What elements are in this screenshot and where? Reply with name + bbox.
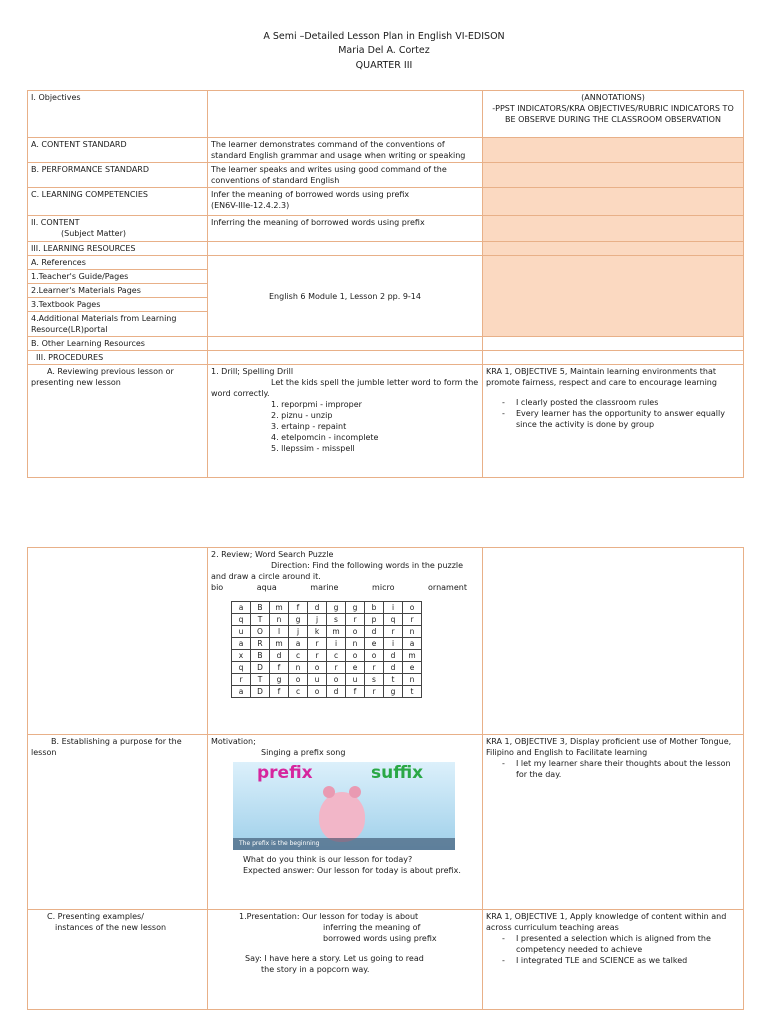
grid-row	[232, 614, 422, 626]
grid-cell: r	[365, 662, 384, 674]
drill-item: 4. etelpomcin - incomplete	[271, 433, 379, 442]
kra-c-item: - I integrated TLE and SCIENCE as we talked	[486, 955, 740, 966]
grid-cell: d	[365, 626, 384, 638]
grid-cell: a	[232, 638, 251, 650]
kra-c-objective: KRA 1, OBJECTIVE 1, Apply knowledge of content within and across curriculum teaching areas	[486, 912, 727, 932]
drill-item: 5. llepssim - misspell	[271, 444, 355, 453]
grid-cell: m	[403, 650, 422, 662]
lesson-plan-table-2	[27, 547, 744, 1010]
grid-cell: m	[270, 638, 289, 650]
grid-cell: d	[270, 650, 289, 662]
grid-cell: g	[384, 686, 403, 698]
author-name: Maria Del A. Cortez	[338, 45, 430, 56]
grid-cell: f	[289, 602, 308, 614]
search-words	[211, 582, 479, 593]
grid-cell: c	[289, 686, 308, 698]
grid-cell: b	[365, 602, 384, 614]
grid-cell: a	[403, 638, 422, 650]
grid-row	[232, 638, 422, 650]
additional-materials-label: 4.Additional Materials from Learning Resource(LR)portal	[28, 312, 208, 337]
grid-cell: n	[270, 614, 289, 626]
performance-standard: The learner speaks and writes using good command of the conventions of standard English	[208, 163, 483, 188]
grid-cell: r	[365, 686, 384, 698]
procedures-label: III. PROCEDURES	[28, 351, 208, 365]
grid-cell: R	[251, 638, 270, 650]
search-word: bio	[211, 583, 224, 592]
grid-cell: T	[251, 674, 270, 686]
references-label: A. References	[28, 256, 208, 270]
grid-cell: r	[308, 638, 327, 650]
say-line: the story in a popcorn way.	[261, 965, 370, 974]
image-word-prefix: prefix	[257, 763, 313, 783]
grid-row	[232, 686, 422, 698]
grid-cell: s	[365, 674, 384, 686]
content-label: II. CONTENT (Subject Matter)	[28, 216, 208, 242]
grid-cell: s	[327, 614, 346, 626]
grid-cell: t	[384, 674, 403, 686]
review-direction: Direction: Find the following words in the puzzle and draw a circle around it.	[211, 561, 464, 581]
grid-cell: i	[384, 638, 403, 650]
image-caption: The prefix is the beginning	[233, 838, 455, 850]
grid-cell: m	[270, 602, 289, 614]
motivation-label: Motivation;	[211, 737, 256, 746]
presenting-label: C. Presenting examples/ instances of the new lesson	[28, 910, 208, 1010]
kra-a-objective: KRA 1, OBJECTIVE 5, Maintain learning environments that promote fairness, respect and care to encourage learning	[486, 367, 717, 387]
grid-cell: n	[403, 626, 422, 638]
grid-cell: g	[327, 602, 346, 614]
drill-item: 1. reporpmi - improper	[271, 400, 362, 409]
content-standard-label: A. CONTENT STANDARD	[28, 138, 208, 163]
document-title: A Semi –Detailed Lesson Plan in English VI-EDISON	[263, 31, 505, 42]
search-word: micro	[372, 583, 395, 592]
grid-cell: a	[232, 686, 251, 698]
grid-cell: r	[346, 614, 365, 626]
review-cell	[208, 548, 483, 735]
grid-row	[232, 650, 422, 662]
grid-cell: l	[270, 626, 289, 638]
drill-instruction: Let the kids spell the jumble letter word to form the word correctly.	[211, 378, 479, 398]
grid-cell: e	[403, 662, 422, 674]
grid-row	[232, 626, 422, 638]
grid-cell: r	[403, 614, 422, 626]
grid-cell: n	[403, 674, 422, 686]
review-title: 2. Review; Word Search Puzzle	[211, 550, 334, 559]
grid-cell: p	[365, 614, 384, 626]
search-word: marine	[310, 583, 339, 592]
grid-cell: e	[365, 638, 384, 650]
kra-b-item: - I let my learner share their thoughts about the lesson for the day.	[486, 758, 740, 780]
drill-item: 3. ertainp - repaint	[271, 422, 347, 431]
grid-cell: n	[346, 638, 365, 650]
grid-cell: i	[384, 602, 403, 614]
grid-cell: o	[365, 650, 384, 662]
performance-standard-label: B. PERFORMANCE STANDARD	[28, 163, 208, 188]
grid-cell: t	[403, 686, 422, 698]
drill-cell	[208, 365, 483, 478]
kra-b-cell	[483, 735, 744, 910]
motivation-cell	[208, 735, 483, 910]
grid-cell: B	[251, 602, 270, 614]
grid-cell: m	[327, 626, 346, 638]
grid-cell: O	[251, 626, 270, 638]
lesson-question: What do you think is our lesson for today?	[243, 855, 413, 864]
purpose-label: B. Establishing a purpose for the lesson	[28, 735, 208, 910]
say-line: Say: I have here a story. Let us going to read	[245, 954, 424, 963]
grid-cell: f	[346, 686, 365, 698]
quarter-label: QUARTER III	[355, 60, 413, 71]
objectives-label: I. Objectives	[28, 91, 208, 138]
grid-cell: g	[270, 674, 289, 686]
presentation-cell	[208, 910, 483, 1010]
other-resources-label: B. Other Learning Resources	[28, 337, 208, 351]
search-word: aqua	[256, 583, 277, 592]
module-reference: English 6 Module 1, Lesson 2 pp. 9-14	[208, 256, 483, 337]
grid-cell: u	[308, 674, 327, 686]
annotations-header: (ANNOTATIONS) -PPST INDICATORS/KRA OBJECTIVES/RUBRIC INDICATORS TO BE OBSERVE DURING THE CLASSROOM OBSERVATION	[483, 91, 744, 138]
grid-cell: f	[270, 662, 289, 674]
grid-cell: q	[384, 614, 403, 626]
kra-c-item: - I presented a selection which is aligned from the competency needed to achieve	[486, 933, 740, 955]
bear-cartoon-icon	[319, 792, 365, 842]
expected-answer: Expected answer: Our lesson for today is about prefix.	[243, 866, 461, 875]
grid-row	[232, 602, 422, 614]
grid-cell: a	[289, 638, 308, 650]
grid-cell: c	[327, 650, 346, 662]
grid-cell: x	[232, 650, 251, 662]
word-search-grid	[231, 601, 422, 698]
grid-cell: j	[308, 614, 327, 626]
textbook-label: 3.Textbook Pages	[28, 298, 208, 312]
grid-cell: r	[232, 674, 251, 686]
grid-row	[232, 662, 422, 674]
grid-cell: q	[232, 662, 251, 674]
presentation-line: inferring the meaning of	[323, 923, 421, 932]
grid-cell: d	[308, 602, 327, 614]
grid-cell: d	[327, 686, 346, 698]
grid-cell: T	[251, 614, 270, 626]
grid-cell: q	[232, 614, 251, 626]
reviewing-label: A. Reviewing previous lesson or presenting new lesson	[28, 365, 208, 478]
competencies-label: C. LEARNING COMPETENCIES	[28, 188, 208, 216]
grid-cell: n	[289, 662, 308, 674]
grid-cell: D	[251, 662, 270, 674]
grid-cell: g	[346, 602, 365, 614]
learners-materials-label: 2.Learner's Materials Pages	[28, 284, 208, 298]
teachers-guide-label: 1.Teacher's Guide/Pages	[28, 270, 208, 284]
grid-cell: r	[308, 650, 327, 662]
prefix-song-image	[233, 762, 455, 850]
presentation-line: 1.Presentation: Our lesson for today is about	[239, 912, 419, 921]
grid-cell: a	[232, 602, 251, 614]
grid-cell: d	[384, 650, 403, 662]
grid-cell: o	[403, 602, 422, 614]
content-text: Inferring the meaning of borrowed words using prefix	[208, 216, 483, 242]
presentation-line: borrowed words using prefix	[323, 934, 437, 943]
grid-cell: k	[308, 626, 327, 638]
grid-cell: d	[384, 662, 403, 674]
grid-cell: g	[289, 614, 308, 626]
grid-cell: u	[346, 674, 365, 686]
grid-cell: D	[251, 686, 270, 698]
grid-cell: o	[327, 674, 346, 686]
kra-a-cell	[483, 365, 744, 478]
kra-a-item: - I clearly posted the classroom rules	[486, 397, 740, 408]
grid-cell: o	[308, 662, 327, 674]
resources-label: III. LEARNING RESOURCES	[28, 242, 208, 256]
drill-title: 1. Drill; Spelling Drill	[211, 367, 294, 376]
grid-cell: o	[308, 686, 327, 698]
grid-row	[232, 674, 422, 686]
competencies: Infer the meaning of borrowed words using prefix (EN6V-IIIe-12.4.2.3)	[208, 188, 483, 216]
drill-item: 2. piznu - unzip	[271, 411, 333, 420]
grid-cell: o	[346, 626, 365, 638]
grid-cell: o	[346, 650, 365, 662]
grid-cell: e	[346, 662, 365, 674]
grid-cell: r	[384, 626, 403, 638]
kra-c-cell	[483, 910, 744, 1010]
search-word: ornament	[428, 583, 467, 592]
content-standard: The learner demonstrates command of the conventions of standard English grammar and usage when writing or speaking	[208, 138, 483, 163]
grid-cell: f	[270, 686, 289, 698]
grid-cell: B	[251, 650, 270, 662]
kra-a-item: - Every learner has the opportunity to answer equally since the activity is done by group	[486, 408, 740, 430]
grid-cell: r	[327, 662, 346, 674]
grid-cell: i	[327, 638, 346, 650]
grid-cell: u	[232, 626, 251, 638]
grid-cell: c	[289, 650, 308, 662]
grid-cell: j	[289, 626, 308, 638]
kra-b-objective: KRA 1, OBJECTIVE 3, Display proficient use of Mother Tongue, Filipino and English to Facilitate learning	[486, 737, 732, 757]
image-word-suffix: suffix	[371, 763, 424, 783]
song-label: Singing a prefix song	[261, 748, 346, 757]
grid-cell: o	[289, 674, 308, 686]
lesson-plan-table-1	[27, 90, 744, 478]
